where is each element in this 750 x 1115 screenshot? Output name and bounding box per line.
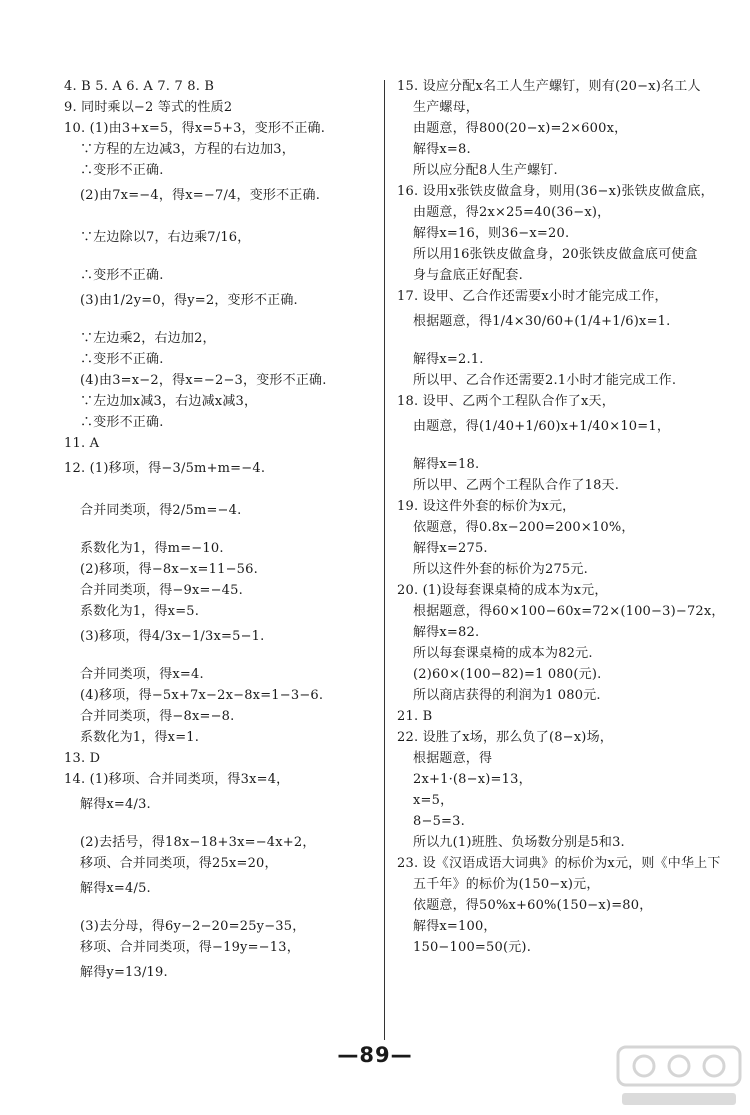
answer-line: (3)由1/2y=0，得y=2，变形不正确. <box>80 293 298 308</box>
answer-line: 解得x=4/5. <box>80 881 151 896</box>
answer-line: 8−5=3. <box>413 814 465 829</box>
answer-line: 14. (1)移项、合并同类项，得3x=4， <box>64 772 290 787</box>
answer-line: 根据题意，得1/4×30/60+(1/4+1/6)x=1. <box>413 314 671 329</box>
answer-line: 11. A <box>64 436 100 451</box>
answer-line: 根据题意，得 <box>413 751 493 766</box>
answer-line: 所以甲、乙合作还需要2.1小时才能完成工作. <box>413 373 677 388</box>
answer-line: 17. 设甲、乙合作还需要x小时才能完成工作， <box>397 289 668 304</box>
answer-line: 所以九(1)班胜、负场数分别是5和3. <box>413 835 625 850</box>
left-column <box>64 78 372 1002</box>
answer-line: (2)移项，得−8x−x=11−56. <box>80 562 258 577</box>
answer-line: 2x+1·(8−x)=13， <box>413 772 532 787</box>
answer-line: 解得x=4/3. <box>80 797 151 812</box>
answer-line: (2)去括号，得18x−18+3x=−4x+2， <box>80 835 316 850</box>
answer-line: 解得x=82. <box>413 625 480 640</box>
answer-line: (2)由7x=−4，得x=−7/4，变形不正确. <box>80 188 321 203</box>
answer-line: ∵方程的左边减3，方程的右边加3， <box>80 142 295 157</box>
answer-line: 移项、合并同类项，得−19y=−13， <box>80 940 300 955</box>
page-number: —89— <box>337 1043 413 1067</box>
answer-line: 系数化为1，得x=5. <box>80 604 200 619</box>
answer-line: 9. 同时乘以−2 等式的性质2 <box>64 100 233 115</box>
answer-line: x=5， <box>413 793 454 808</box>
answer-line: ∵左边除以7，右边乘7/16， <box>80 230 251 245</box>
answer-line: 所以每套课桌椅的成本为82元. <box>413 646 593 661</box>
answer-line: 由题意，得(1/40+1/60)x+1/40×10=1， <box>413 419 671 434</box>
answer-line: 合并同类项，得2/5m=−4. <box>80 503 242 518</box>
watermark-logo <box>614 1043 744 1111</box>
answer-line: 五千年》的标价为(150−x)元， <box>413 877 600 892</box>
answer-line: 所以这件外套的标价为275元. <box>413 562 588 577</box>
answer-line: 所以甲、乙两个工程队合作了18天. <box>413 478 620 493</box>
answer-line: ∴变形不正确. <box>80 352 164 367</box>
answer-line: ∴变形不正确. <box>80 163 164 178</box>
answer-line: (3)去分母，得6y−2−20=25y−35， <box>80 919 306 934</box>
answer-line: 150−100=50(元). <box>413 940 532 955</box>
answer-line: ∵左边乘2，右边加2， <box>80 331 216 346</box>
answer-line: 根据题意，得60×100−60x=72×(100−3)−72x， <box>413 604 725 619</box>
answer-line: 系数化为1，得m=−10. <box>80 541 224 556</box>
answer-line: 依题意，得0.8x−200=200×10%， <box>413 520 635 535</box>
answer-line: (3)移项，得4/3x−1/3x=5−1. <box>80 629 265 644</box>
answer-line: 由题意，得2x×25=40(36−x)， <box>413 205 611 220</box>
answer-line: 合并同类项，得x=4. <box>80 667 204 682</box>
answer-line: 4. B 5. A 6. A 7. 7 8. B <box>64 79 215 94</box>
answer-line: 10. (1)由3+x=5，得x=5+3，变形不正确. <box>64 121 326 136</box>
answer-line: 依题意，得50%x+60%(150−x)=80， <box>413 898 653 913</box>
answer-line: 解得x=18. <box>413 457 480 472</box>
answer-line: ∵左边加x减3，右边减x减3， <box>80 394 258 409</box>
answer-line: 系数化为1，得x=1. <box>80 730 200 745</box>
answer-line: ∴变形不正确. <box>80 415 164 430</box>
answer-line: 所以应分配8人生产螺钉. <box>413 163 558 178</box>
answer-line: 20. (1)设每套课桌椅的成本为x元， <box>397 583 608 598</box>
answer-line: 解得x=275. <box>413 541 488 556</box>
answer-line: 合并同类项，得−8x=−8. <box>80 709 235 724</box>
answer-line: ∴变形不正确. <box>80 268 164 283</box>
answer-line: 12. (1)移项，得−3/5m+m=−4. <box>64 461 266 476</box>
answer-line: 合并同类项，得−9x=−45. <box>80 583 243 598</box>
answer-line: 所以商店获得的利润为1 080元. <box>413 688 601 703</box>
answer-line: (4)由3=x−2，得x=−2−3，变形不正确. <box>80 373 327 388</box>
answer-line: 身与盒底正好配套. <box>413 268 523 283</box>
answer-line: 16. 设用x张铁皮做盒身，则用(36−x)张铁皮做盒底， <box>397 184 714 199</box>
answer-line: 生产螺母， <box>413 100 480 115</box>
answer-line: 15. 设应分配x名工人生产螺钉，则有(20−x)名工人 <box>397 79 701 94</box>
answer-line: (2)60×(100−82)=1 080(元). <box>413 667 602 682</box>
answer-line: 22. 设胜了x场，那么负了(8−x)场， <box>397 730 613 745</box>
answer-line: 移项、合并同类项，得25x=20， <box>80 856 278 871</box>
answer-line: 23. 设《汉语成语大词典》的标价为x元，则《中华上下 <box>397 856 721 871</box>
answer-line: 13. D <box>64 751 101 766</box>
answer-line: 19. 设这件外套的标价为x元， <box>397 499 576 514</box>
answer-line: 解得x=16，则36−x=20. <box>413 226 570 241</box>
answer-line: 解得x=2.1. <box>413 352 484 367</box>
answer-line: 由题意，得800(20−x)=2×600x， <box>413 121 628 136</box>
answer-line: 18. 设甲、乙两个工程队合作了x天， <box>397 394 615 409</box>
answer-line: 解得x=8. <box>413 142 471 157</box>
answer-line: 21. B <box>397 709 433 724</box>
column-divider <box>384 80 385 1040</box>
right-column <box>397 78 725 960</box>
answer-line: 解得y=13/19. <box>80 965 168 980</box>
answer-line: (4)移项，得−5x+7x−2x−8x=1−3−6. <box>80 688 324 703</box>
answer-line: 解得x=100， <box>413 919 497 934</box>
answer-line: 所以用16张铁皮做盒身，20张铁皮做盒底可使盒 <box>413 247 698 262</box>
